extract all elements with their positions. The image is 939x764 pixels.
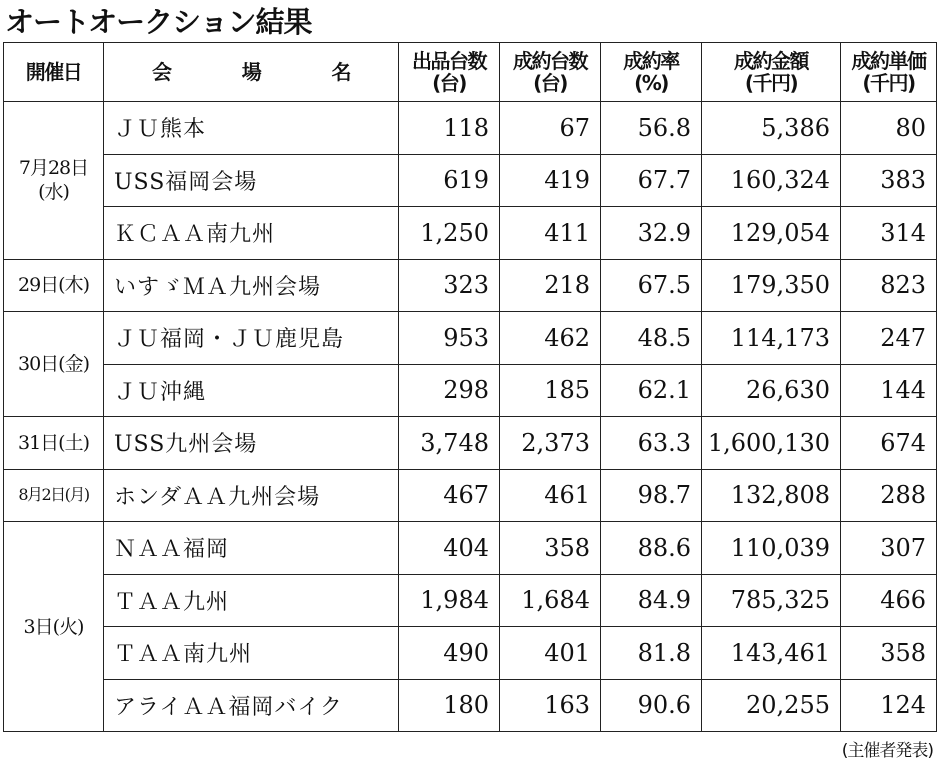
sold-cell: 2,373: [500, 417, 601, 470]
sold-cell: 67: [500, 102, 601, 155]
sold-cell: 218: [500, 259, 601, 312]
listed-cell: 619: [399, 154, 500, 207]
header-rate-unit: (%): [634, 71, 668, 95]
venue-cell: ＪＵ沖縄: [104, 364, 399, 417]
venue-cell: いすゞＭＡ九州会場: [104, 259, 399, 312]
unit-price-cell: 247: [841, 312, 937, 365]
venue-cell: ＴＡＡ南九州: [104, 627, 399, 680]
header-sold-label: 成約台数: [513, 49, 587, 73]
amount-cell: 20,255: [702, 679, 841, 732]
source-note: (主催者発表): [841, 741, 933, 761]
rate-cell: 98.7: [601, 469, 702, 522]
header-row: [4, 43, 937, 102]
listed-cell: 953: [399, 312, 500, 365]
header-rate-label: 成約率: [623, 49, 679, 73]
page-title: オートオークション結果: [5, 5, 312, 39]
table-row: [4, 312, 937, 365]
sold-cell: 401: [500, 627, 601, 680]
amount-cell: 26,630: [702, 364, 841, 417]
sold-cell: 358: [500, 522, 601, 575]
amount-cell: 1,600,130: [702, 417, 841, 470]
header-venue-char: 場: [241, 60, 261, 84]
table-row: [4, 679, 937, 732]
listed-cell: 298: [399, 364, 500, 417]
header-listed: [399, 43, 500, 102]
unit-price-cell: 466: [841, 574, 937, 627]
sold-cell: 462: [500, 312, 601, 365]
header-listed-unit: (台): [432, 71, 466, 95]
listed-cell: 118: [399, 102, 500, 155]
rate-cell: 63.3: [601, 417, 702, 470]
header-unit-price: [841, 43, 937, 102]
amount-cell: 132,808: [702, 469, 841, 522]
date-cell: 30日(金): [4, 312, 104, 417]
table-row: [4, 627, 937, 680]
header-amount-unit: (千円): [744, 71, 798, 95]
amount-cell: 110,039: [702, 522, 841, 575]
table-row: [4, 102, 937, 155]
sold-cell: 419: [500, 154, 601, 207]
rate-cell: 84.9: [601, 574, 702, 627]
table-row: [4, 154, 937, 207]
rate-cell: 67.7: [601, 154, 702, 207]
unit-price-cell: 314: [841, 207, 937, 260]
amount-cell: 143,461: [702, 627, 841, 680]
listed-cell: 323: [399, 259, 500, 312]
venue-cell: ＮＡＡ福岡: [104, 522, 399, 575]
listed-cell: 490: [399, 627, 500, 680]
date-cell: 31日(土): [4, 417, 104, 470]
unit-price-cell: 144: [841, 364, 937, 417]
auction-results-table: [3, 42, 937, 732]
amount-cell: 179,350: [702, 259, 841, 312]
header-amount: [702, 43, 841, 102]
header-sold: [500, 43, 601, 102]
date-text: 7月28日: [18, 157, 89, 180]
rate-cell: 81.8: [601, 627, 702, 680]
date-cell: [4, 102, 104, 260]
table-row: [4, 574, 937, 627]
sold-cell: 461: [500, 469, 601, 522]
rate-cell: 88.6: [601, 522, 702, 575]
header-unit-price-unit: (千円): [862, 71, 915, 95]
header-date: 開催日: [4, 43, 104, 102]
sold-cell: 163: [500, 679, 601, 732]
table-row: [4, 259, 937, 312]
table-row: [4, 364, 937, 417]
venue-cell: ＴＡＡ九州: [104, 574, 399, 627]
sold-cell: 411: [500, 207, 601, 260]
date-cell: 8月2日(月): [4, 469, 104, 522]
weekday-text: (水): [38, 181, 69, 204]
sold-cell: 1,684: [500, 574, 601, 627]
unit-price-cell: 823: [841, 259, 937, 312]
header-sold-unit: (台): [533, 71, 567, 95]
listed-cell: 1,250: [399, 207, 500, 260]
table-row: [4, 469, 937, 522]
rate-cell: 48.5: [601, 312, 702, 365]
rate-cell: 56.8: [601, 102, 702, 155]
table-row: [4, 207, 937, 260]
header-venue-char: 会: [152, 60, 171, 84]
venue-cell: USS九州会場: [104, 417, 399, 470]
date-cell: 29日(木): [4, 259, 104, 312]
rate-cell: 90.6: [601, 679, 702, 732]
unit-price-cell: 288: [841, 469, 937, 522]
unit-price-cell: 358: [841, 627, 937, 680]
listed-cell: 3,748: [399, 417, 500, 470]
date-cell: 3日(火): [4, 522, 104, 732]
listed-cell: 404: [399, 522, 500, 575]
venue-cell: ＪＵ福岡・ＪＵ鹿児島: [104, 312, 399, 365]
listed-cell: 467: [399, 469, 500, 522]
rate-cell: 62.1: [601, 364, 702, 417]
amount-cell: 129,054: [702, 207, 841, 260]
amount-cell: 785,325: [702, 574, 841, 627]
venue-cell: ＫＣＡＡ南九州: [104, 207, 399, 260]
amount-cell: 114,173: [702, 312, 841, 365]
unit-price-cell: 674: [841, 417, 937, 470]
venue-cell: ホンダＡＡ九州会場: [104, 469, 399, 522]
table-row: [4, 522, 937, 575]
header-venue: [104, 43, 399, 102]
rate-cell: 67.5: [601, 259, 702, 312]
header-venue-char: 名: [331, 60, 350, 84]
unit-price-cell: 80: [841, 102, 937, 155]
sold-cell: 185: [500, 364, 601, 417]
header-unit-price-label: 成約単価: [851, 49, 926, 73]
unit-price-cell: 124: [841, 679, 937, 732]
header-listed-label: 出品台数: [412, 49, 486, 73]
header-rate: [601, 43, 702, 102]
rate-cell: 32.9: [601, 207, 702, 260]
venue-cell: アライＡＡ福岡バイク: [104, 679, 399, 732]
amount-cell: 5,386: [702, 102, 841, 155]
venue-cell: ＪＵ熊本: [104, 102, 399, 155]
unit-price-cell: 383: [841, 154, 937, 207]
unit-price-cell: 307: [841, 522, 937, 575]
venue-cell: USS福岡会場: [104, 154, 399, 207]
listed-cell: 1,984: [399, 574, 500, 627]
listed-cell: 180: [399, 679, 500, 732]
table-row: [4, 417, 937, 470]
amount-cell: 160,324: [702, 154, 841, 207]
header-amount-label: 成約金額: [734, 49, 808, 73]
